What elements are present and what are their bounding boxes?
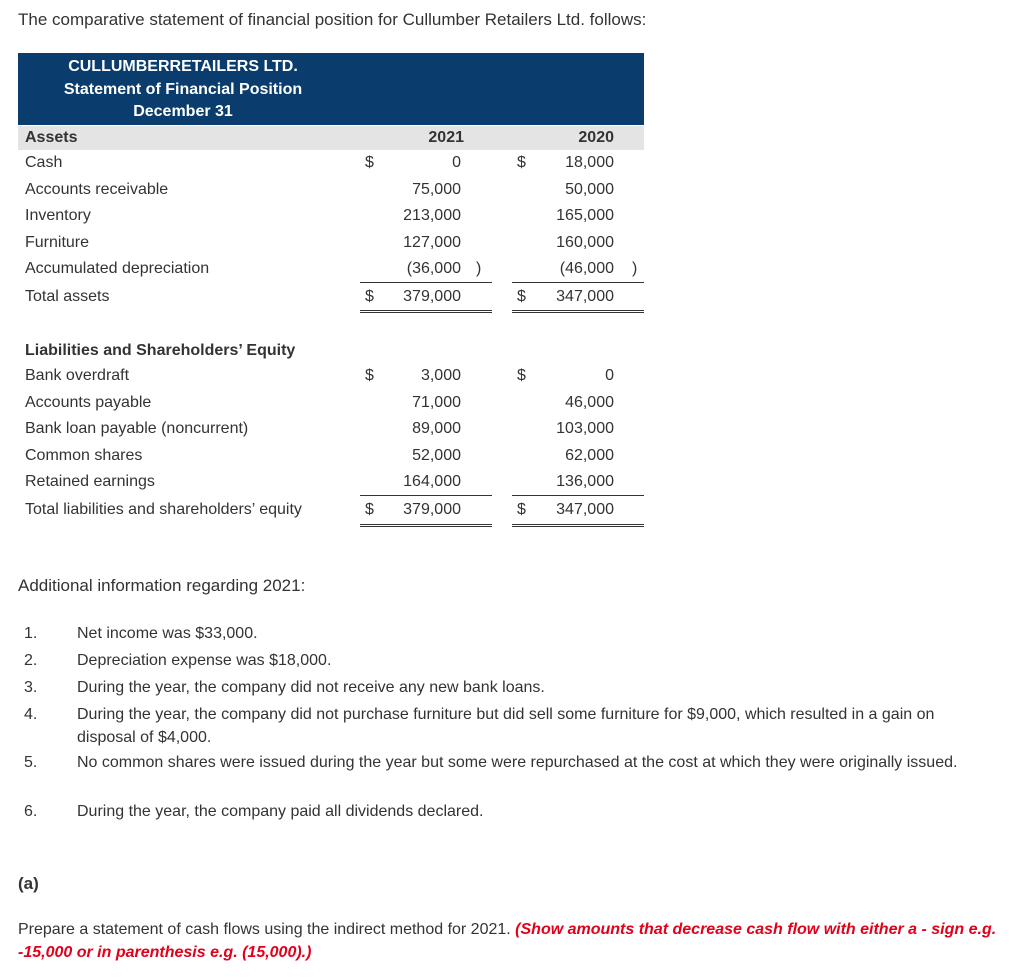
close-paren: ) [476, 260, 482, 277]
item-number: 4. [24, 706, 38, 723]
value-2021: 75,000 [412, 181, 461, 198]
row-label: Furniture [25, 234, 90, 251]
row-label: Retained earnings [25, 473, 155, 490]
assets-heading: Assets [25, 129, 78, 146]
subtotal-rule [512, 282, 644, 283]
statement-title: Statement of Financial Position [63, 81, 303, 98]
table-row [18, 364, 644, 388]
row-label: Accounts receivable [25, 181, 169, 198]
value-2021: 89,000 [412, 420, 461, 437]
dollar-sign: $ [365, 501, 374, 518]
item-text: During the year, the company paid all dividends declared. [77, 803, 484, 820]
liabilities-heading: Liabilities and Shareholders’ Equity [25, 342, 296, 359]
dollar-sign: $ [365, 288, 374, 305]
value-2021: 164,000 [403, 473, 461, 490]
value-2021: 379,000 [403, 501, 461, 518]
row-label: Cash [25, 154, 63, 171]
row-label: Accumulated depreciation [25, 260, 210, 277]
table-row [18, 498, 644, 522]
row-label: Bank overdraft [25, 367, 130, 384]
row-label: Accounts payable [25, 394, 152, 411]
company-name: CULLUMBERRETAILERS LTD. [68, 58, 298, 75]
table-row [18, 391, 644, 415]
dollar-sign: $ [517, 288, 526, 305]
column-header-row [18, 126, 644, 150]
value-2021: 213,000 [403, 207, 461, 224]
year-2020-heading: 2020 [578, 129, 614, 146]
item-number: 5. [24, 754, 38, 771]
intro-text: The comparative statement of financial position for Cullumber Retailers Ltd. follows: [18, 10, 647, 29]
table-row [18, 257, 644, 281]
row-label: Bank loan payable (noncurrent) [25, 420, 249, 437]
value-2021: 0 [452, 154, 461, 171]
statement-date: December 31 [133, 103, 233, 120]
item-text: During the year, the company did not receive any new bank loans. [77, 679, 545, 696]
table-row [18, 444, 644, 468]
instructions-note: (Show amounts that decrease cash flow with either a - sign e.g. -15,000 or in parenthesis e.g. (15,000).) [18, 921, 997, 961]
table-row [18, 204, 644, 228]
dollar-sign: $ [365, 154, 374, 171]
instructions [18, 918, 1008, 964]
item-number: 1. [24, 625, 38, 642]
instructions-text: Prepare a statement of cash flows using the indirect method for 2021. [18, 921, 516, 938]
subtotal-rule [360, 282, 492, 283]
value-2021: 127,000 [403, 234, 461, 251]
year-2021-heading: 2021 [428, 129, 464, 146]
item-number: 2. [24, 652, 38, 669]
subtotal-rule [512, 495, 644, 496]
statement-header [18, 53, 644, 125]
value-2020: 46,000 [565, 394, 614, 411]
subtotal-rule [360, 495, 492, 496]
row-label: Total liabilities and shareholders’ equity [25, 501, 302, 518]
dollar-sign: $ [365, 367, 374, 384]
item-text: No common shares were issued during the year but some were repurchased at the cost at which they were originally issued. [77, 754, 958, 771]
row-label: Common shares [25, 447, 143, 464]
value-2021: 379,000 [403, 288, 461, 305]
total-rule [360, 310, 492, 313]
value-2020: 160,000 [556, 234, 614, 251]
table-row [18, 470, 644, 494]
item-text: During the year, the company did not purchase furniture but did sell some furniture for $9,000, which resulted in a gain on disposal of $4,000. [77, 706, 935, 746]
value-2021: (36,000 [406, 260, 461, 277]
part-label: (a) [18, 874, 39, 893]
additional-info-heading: Additional information regarding 2021: [18, 576, 306, 595]
value-2020: (46,000 [559, 260, 614, 277]
value-2020: 136,000 [556, 473, 614, 490]
item-number: 6. [24, 803, 38, 820]
table-row [18, 178, 644, 202]
table-row [18, 231, 644, 255]
dollar-sign: $ [517, 501, 526, 518]
financial-statement-table [18, 53, 644, 518]
dollar-sign: $ [517, 367, 526, 384]
item-text: Net income was $33,000. [77, 625, 258, 642]
table-row [18, 151, 644, 175]
value-2021: 52,000 [412, 447, 461, 464]
total-rule [512, 310, 644, 313]
value-2021: 3,000 [420, 367, 461, 384]
row-label: Total assets [25, 288, 110, 305]
value-2021: 71,000 [412, 394, 461, 411]
item-text: Depreciation expense was $18,000. [77, 652, 332, 669]
value-2020: 0 [605, 367, 614, 384]
value-2020: 103,000 [556, 420, 614, 437]
close-paren: ) [632, 260, 638, 277]
value-2020: 50,000 [565, 181, 614, 198]
table-row [18, 417, 644, 441]
row-label: Inventory [25, 207, 91, 224]
total-rule [360, 524, 492, 527]
value-2020: 347,000 [556, 288, 614, 305]
value-2020: 18,000 [565, 154, 614, 171]
dollar-sign: $ [517, 154, 526, 171]
value-2020: 347,000 [556, 501, 614, 518]
value-2020: 62,000 [565, 447, 614, 464]
item-number: 3. [24, 679, 38, 696]
total-rule [512, 524, 644, 527]
table-row [18, 285, 644, 309]
value-2020: 165,000 [556, 207, 614, 224]
